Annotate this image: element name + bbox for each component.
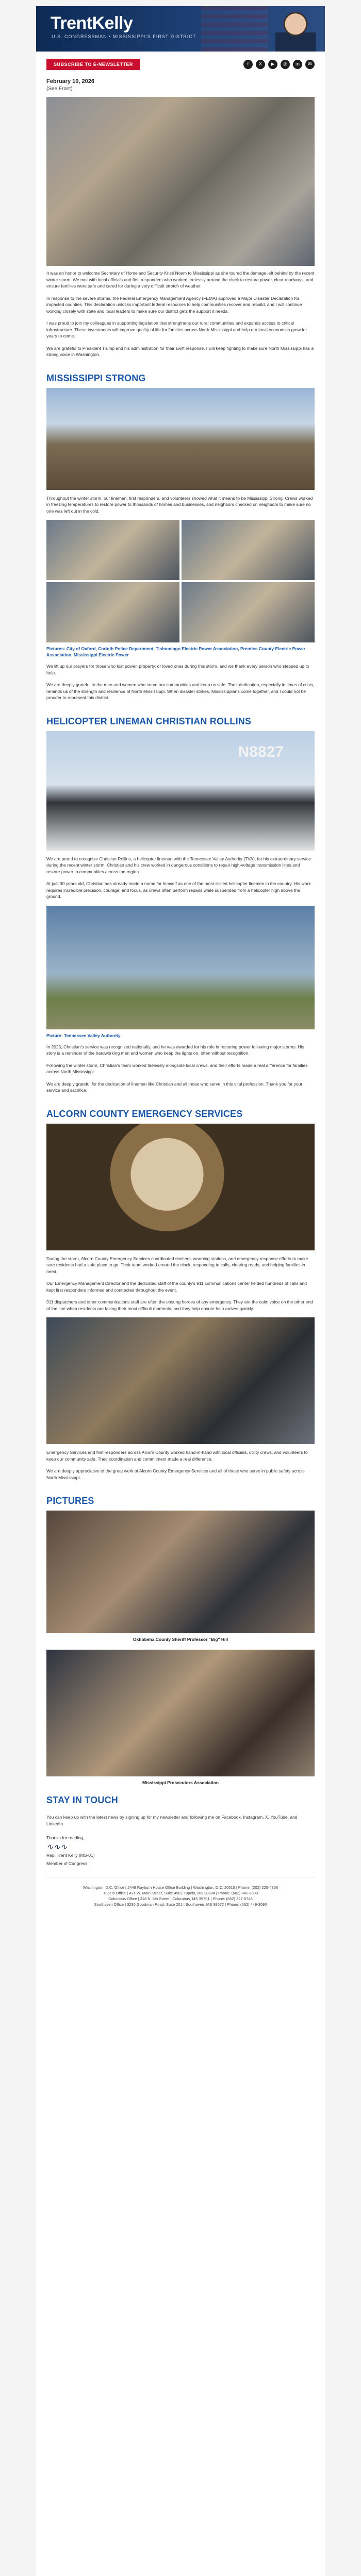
section-title-strong: MISSISSIPPI STRONG — [46, 372, 146, 383]
strong-paragraph: We are deeply grateful to the men and women who serve our communities and keep us safe. Their dedication, especially in times of crisis, reminds us of the strength and resilience of North Mississippi. When disaster strikes, Mississippians come together, and I could not be prouder to represent this district. — [46, 682, 315, 700]
subscribe-button[interactable]: SUBSCRIBE TO E-NEWSLETTER — [46, 59, 140, 70]
intro-paragraph: It was an honor to welcome Secretary of Homeland Security Kristi Noem to Mississippi as she toured the damage left behind by the recent winter storm. We met with local officials and first responders who worked tirelessly around the clock to restore power, clear roadways, and ensure families were safe and cared for during a very difficult stretch of weather. — [46, 270, 315, 289]
signature-role: Member of Congress — [46, 1861, 88, 1866]
grid-photo — [46, 520, 179, 580]
email-icon[interactable]: ✉ — [305, 60, 315, 69]
stay-text — [36, 1810, 325, 1827]
newsletter-header — [36, 6, 325, 52]
helicopter-lineman-photo — [46, 906, 315, 1029]
helicopter-tail-number: N8827 — [238, 743, 284, 760]
intro-paragraph: In response to the severe storms, the Federal Emergency Management Agency (FEMA) approved a Major Disaster Declaration for impacted counties. This declaration unlocks important federal resources to help communities recover and rebuild, and I will continue working closely with state and local leaders to make sure our district gets the support it needs. — [46, 295, 302, 314]
sheriff-caption: Oktibbeha County Sheriff Professor "Big" Hill — [133, 1637, 228, 1642]
sheriff-photo — [46, 1511, 315, 1633]
ems-group-photo — [46, 1124, 315, 1250]
strong-paragraph: We lift up our prayers for those who lost power, property, or loved ones during this storm, and we thank every person who stepped up to help. — [46, 664, 309, 675]
strong-caption: Pictures: City of Oxford, Corinth Police Department, Tishomingo Electric Power Association, Prentiss County Electric Power Association, Mississippi Electric Power — [46, 646, 306, 657]
heli-paragraph: We are proud to recognize Christian Rollins, a helicopter lineman with the Tennessee Valley Authority (TVA), for his extraordinary service during the recent winter storm. Christian and his crew worked in dangerous conditions to repair high-voltage transmission lines and restore power to communities across the region. — [46, 856, 311, 874]
section-title-ems: ALCORN COUNTY EMERGENCY SERVICES — [46, 1108, 243, 1119]
facebook-icon[interactable]: f — [243, 60, 253, 69]
x-icon[interactable]: X — [256, 60, 265, 69]
grid-photo — [182, 520, 315, 580]
grid-photo — [182, 582, 315, 642]
heli-paragraph: Following the winter storm, Christian's team worked tirelessly alongside local crews, and their efforts made a real difference for families across North Mississippi. — [46, 1062, 308, 1074]
office-list — [46, 1877, 315, 1907]
heli-paragraph: In 2025, Christian's service was recognized nationally, and he was awarded for his role in restoring power following major storms. His story is a reminder of the hardworking men and women who keep the lights on, often without recognition. — [46, 1044, 304, 1056]
office-line: Columbus Office | 318 N. 5th Street | Columbus, MS 39701 | Phone: (662) 327-0748 — [108, 1896, 253, 1901]
ems-closing — [36, 1444, 325, 1481]
newsletter — [36, 6, 325, 2576]
heli-closing — [36, 1039, 325, 1094]
section-title-heli: HELICOPTER LINEMAN CHRISTIAN ROLLINS — [46, 716, 252, 726]
congressman-portrait — [275, 9, 316, 52]
intro-text — [36, 266, 325, 358]
hero-photo — [46, 97, 315, 266]
heli-caption: Picture: Tennessee Valley Authority — [46, 1032, 121, 1038]
storm-photo — [46, 388, 315, 490]
ems-paragraph: During the storm, Alcorn County Emergency Services coordinated shelters, warming stations, and emergency response efforts to make sure residents had a safe place to go. Their team worked around the clock, responding to calls, clearing roads, and helping families in need. — [46, 1256, 308, 1274]
office-line: Washington, D.C. Office | 2448 Rayburn House Office Building | Washington, D.C. 20515 | Phone: (202) 225-4306 — [83, 1885, 278, 1890]
header-name: TrentKelly — [51, 13, 133, 33]
signature-thanks: Thanks for reading, — [46, 1835, 85, 1840]
instagram-icon[interactable]: ◎ — [281, 60, 290, 69]
dispatch-center-photo — [46, 1317, 315, 1444]
strong-photo-grid — [46, 520, 315, 642]
grid-photo — [46, 582, 179, 642]
see-front-note: (See Front) — [46, 86, 73, 92]
newsletter-date: February 10, 2026 — [46, 78, 94, 84]
intro-paragraph: I was proud to join my colleagues in supporting legislation that strengthens our rural communities and expands access to critical infrastructure. These investments will improve quality of life for families across North Mississippi and help our local economies grow for years to come. — [46, 320, 307, 338]
heli-text — [36, 851, 325, 900]
youtube-icon[interactable]: ▶ — [268, 60, 277, 69]
office-line: Southaven Office | 3230 Goodman Road, Suite 201 | Southaven, MS 38672 | Phone: (662) 449-3090 — [94, 1902, 267, 1907]
header-subtitle: U.S. CONGRESSMAN • MISSISSIPPI'S FIRST DISTRICT — [52, 34, 196, 39]
prosecutors-caption: Mississippi Prosecutors Association — [142, 1780, 219, 1785]
strong-paragraph: Throughout the winter storm, our linemen, first responders, and volunteers showed what it means to be Mississippi Strong. Crews worked in freezing temperatures to restore power to thousands of homes and businesses, and neighbors checked on neighbors to make sure no one was left out in the cold. — [46, 495, 313, 514]
strong-closing — [36, 658, 325, 701]
action-bar — [36, 52, 325, 73]
prosecutors-photo — [46, 1650, 315, 1776]
heli-paragraph: At just 30 years old, Christian has already made a name for himself as one of the most skilled helicopter linemen in the country. His work requires incredible precision, courage, and focus, as crews often perform repairs while suspended from a helicopter high above the ground. — [46, 881, 311, 899]
social-icons — [243, 60, 315, 69]
ems-paragraph: Our Emergency Management Director and the dedicated staff of the county's 911 communications center fielded hundreds of calls and kept first responders informed and connected throughout the event. — [46, 1281, 307, 1293]
intro-paragraph: We are grateful to President Trump and his administration for their swift response. I will keep fighting to make sure North Mississippi has a strong voice in Washington. — [46, 345, 314, 357]
strong-text — [36, 490, 325, 515]
ems-paragraph: 911 dispatchers and other communications staff are often the unsung heroes of any emergency. They are the calm voice on the other end of the line when residents are facing their most difficult moments, and they help ensure help arrives quickly. — [46, 1299, 313, 1311]
flag-graphic — [201, 6, 268, 52]
ems-paragraph: We are deeply appreciative of the great work of Alcorn County Emergency Services and all of those who serve in public safety across North Mississippi. — [46, 1468, 305, 1480]
ems-paragraph: Emergency Services and first responders across Alcorn County worked hand-in-hand with local officials, utility crews, and volunteers to keep our community safe. Their coordination and commitment made a real difference. — [46, 1450, 308, 1462]
office-line: Tupelo Office | 431 W. Main Street, Suite 450 | Tupelo, MS 38804 | Phone: (662) 841-8808 — [103, 1891, 258, 1895]
linkedin-icon[interactable]: in — [293, 60, 302, 69]
section-title-stay: STAY IN TOUCH — [46, 1795, 118, 1805]
helicopter-photo — [46, 731, 315, 851]
section-title-pictures: PICTURES — [46, 1496, 94, 1506]
ems-text — [36, 1250, 325, 1312]
signature-name: Rep. Trent Kelly (MS-01) — [46, 1853, 95, 1858]
stay-paragraph: You can keep up with the latest news by signing up for my newsletter and following me on Facebook, Instagram, X, YouTube, and LinkedIn. — [46, 1815, 298, 1826]
heli-paragraph: We are deeply grateful for the dedication of linemen like Christian and all those who serve in this vital profession. Thank you for your service and sacrifice. — [46, 1081, 303, 1093]
signature-mark: ∿∿∿ — [46, 1842, 68, 1852]
